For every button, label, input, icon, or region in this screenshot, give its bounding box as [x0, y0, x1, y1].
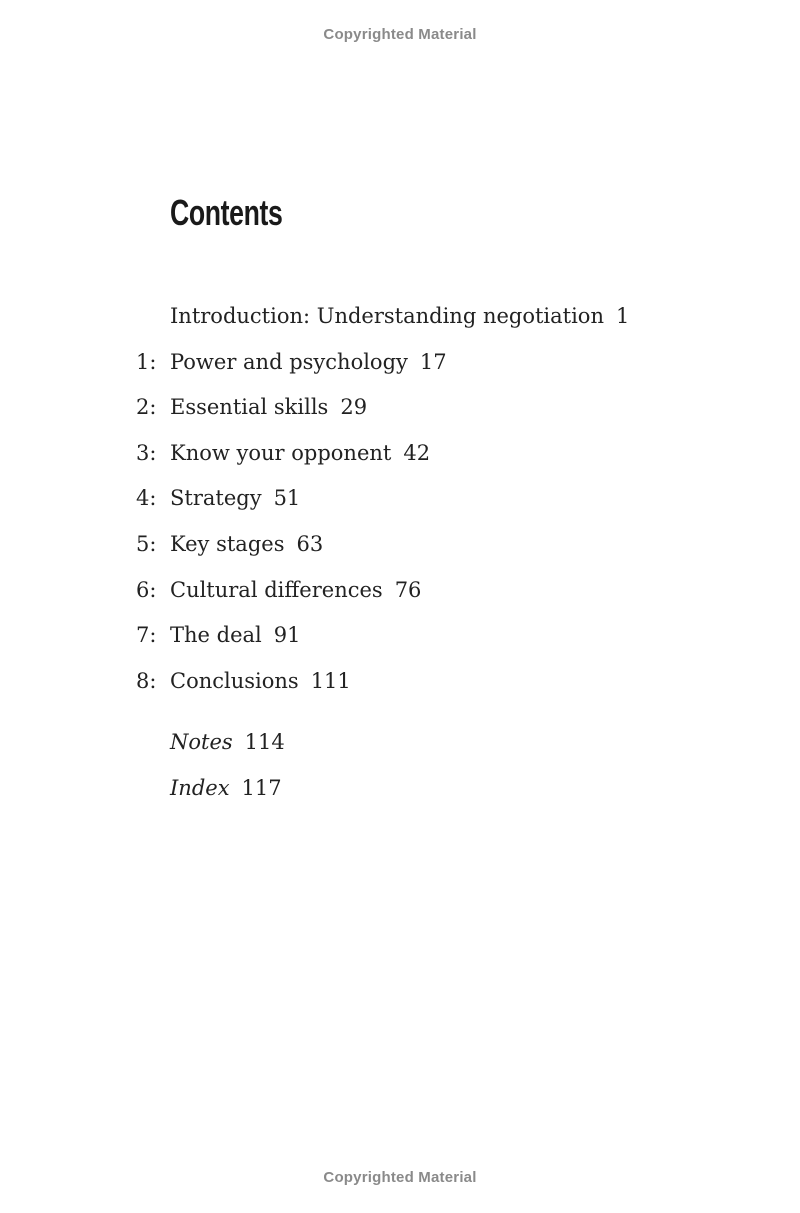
toc-entry-number: 7: — [136, 623, 157, 647]
copyright-watermark-top: Copyrighted Material — [323, 26, 477, 43]
toc-entry-number: 1: — [136, 350, 157, 374]
toc-entry-label: Cultural differences — [170, 578, 383, 602]
toc-entry-label: Key stages — [170, 532, 285, 556]
toc-entry-number: 4: — [136, 486, 157, 510]
toc-entry-label: Introduction: Understanding negotiation — [170, 304, 604, 328]
toc-entry-label: The deal — [170, 623, 262, 647]
toc-entry-label: Power and psychology — [170, 350, 408, 374]
toc-entry-number: 5: — [136, 532, 157, 556]
toc-entry-page: 1 — [615, 304, 630, 328]
toc-entry-label: Strategy — [170, 486, 262, 510]
toc-entry-label: Essential skills — [170, 395, 329, 419]
toc-entry-label: Conclusions — [170, 669, 299, 693]
toc-entry-page: 42 — [403, 441, 431, 465]
toc-entry-page: 117 — [241, 776, 282, 800]
toc-entry-page: 114 — [244, 730, 285, 754]
page-title: Contents — [170, 192, 283, 233]
toc-entry-number: 2: — [136, 395, 157, 419]
toc-entry-page: 51 — [273, 486, 301, 510]
toc-entry-number: 8: — [136, 669, 157, 693]
toc-entry-page: 76 — [394, 578, 422, 602]
toc-entry-page: 63 — [296, 532, 324, 556]
toc-entry-page: 29 — [340, 395, 368, 419]
copyright-watermark-bottom: Copyrighted Material — [323, 1169, 477, 1186]
toc-entry-page: 111 — [310, 669, 351, 693]
toc-entry-page: 91 — [273, 623, 301, 647]
toc-entry-label: Index — [170, 776, 230, 800]
toc-entry-number: 3: — [136, 441, 157, 465]
toc-entry-page: 17 — [419, 350, 447, 374]
toc-entry-number: 6: — [136, 578, 157, 602]
toc-entry-label: Notes — [170, 730, 233, 754]
toc-entry-label: Know your opponent — [170, 441, 392, 465]
